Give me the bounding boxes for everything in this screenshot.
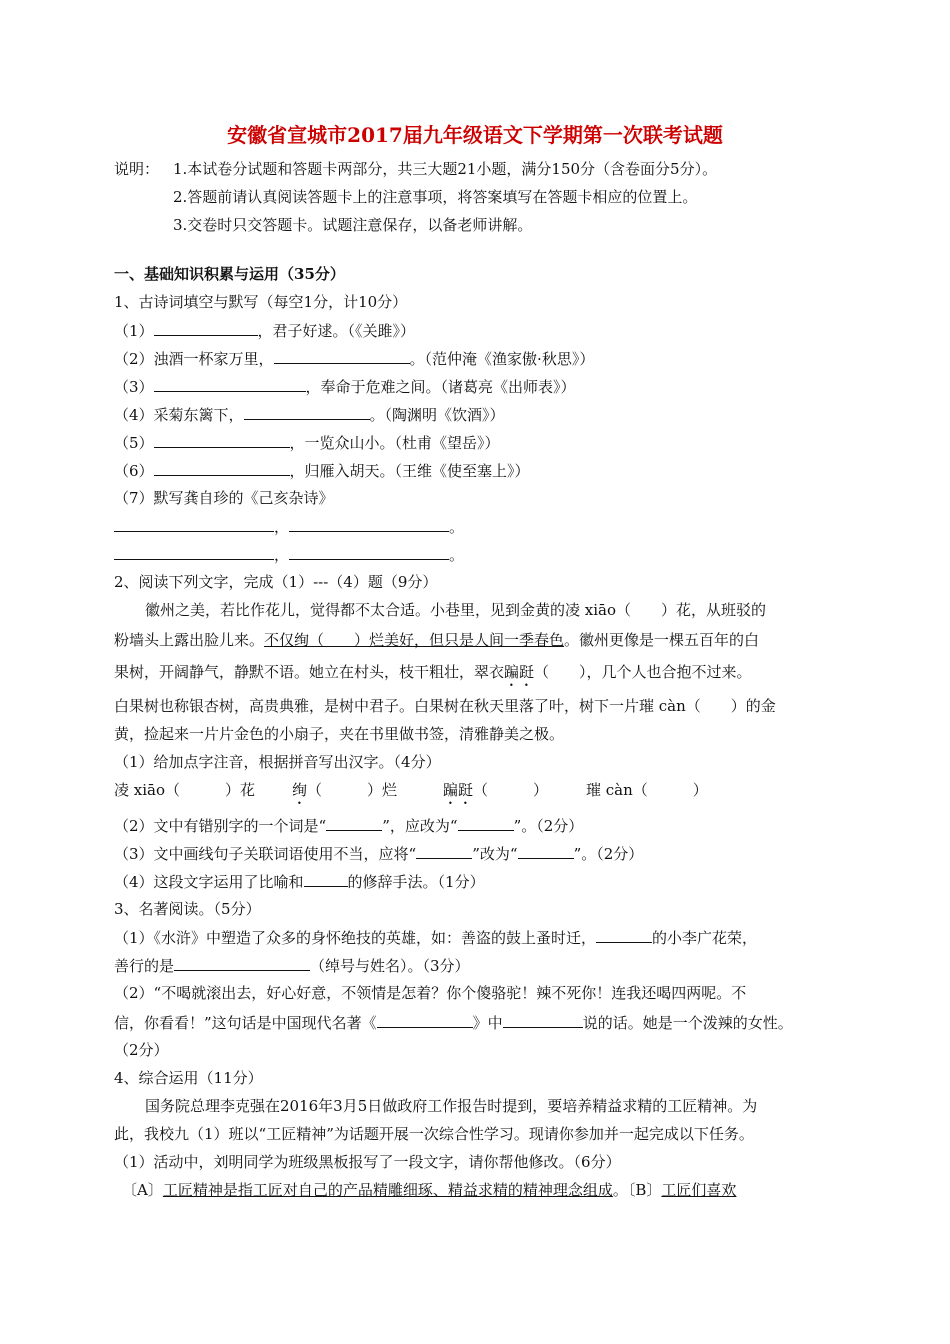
q3-text: 的小李广花荣， <box>652 929 758 947</box>
q2-sub-1c <box>443 780 548 808</box>
answer-blank[interactable] <box>154 432 290 448</box>
q3-sub-2-line-2 <box>114 1012 793 1033</box>
q2-sub-1: （1）给加点字注音，根据拼音写出汉字。（4分） <box>114 753 441 771</box>
q1-2-text: （2）浊酒一杯家万里， <box>114 350 274 368</box>
q1-2-tail: 。（范仲淹《渔家傲·秋思》） <box>409 350 595 368</box>
answer-blank[interactable] <box>596 927 652 943</box>
label-b: 。〔B〕 <box>612 1181 662 1199</box>
q2-sub-3 <box>114 843 643 864</box>
q4-heading: 4、综合运用（11分） <box>114 1069 263 1087</box>
passage-text: （ ），几个人也合抱不过来。 <box>534 663 752 681</box>
q2-sub-1b <box>292 780 397 808</box>
q2-sub-2-text: （2）文中有错别字的一个词是“ <box>114 817 327 835</box>
answer-blank[interactable] <box>416 843 472 859</box>
q1-line-7: （7）默写龚自珍的《己亥杂诗》 <box>114 489 334 507</box>
q3-sub-1-line-2 <box>114 955 470 976</box>
q4-passage-line-1: 国务院总理李克强在2016年3月5日做政府工作报告时提到，要培养精益求精的工匠精神。为 <box>145 1097 758 1115</box>
q1-3-text: ，奉命于危难之间。（诸葛亮《出师表》） <box>305 378 576 396</box>
q1-6-num: （6） <box>114 462 154 480</box>
answer-blank[interactable] <box>244 404 370 420</box>
q3-sub-2-score: （2分） <box>114 1041 169 1059</box>
answer-blank[interactable] <box>304 871 348 887</box>
passage-text: 粉墙头上露出脸儿来。 <box>114 631 265 649</box>
q1-5-text: ，一览众山小。（杜甫《望岳》） <box>289 434 500 452</box>
q3-text: （1）《水浒》中塑造了众多的身怀绝技的英雄，如：善盗的鼓上蚤时迁， <box>114 929 597 947</box>
q1-1-num: （1） <box>114 322 154 340</box>
q4-passage-line-2: 此，我校九（1）班以“工匠精神”为话题开展一次综合性学习。现请你参加并一起完成以下任务。 <box>114 1125 754 1143</box>
dotted-word: 绚 <box>292 781 308 799</box>
underlined-sentence: 工匠们喜欢 <box>661 1181 737 1199</box>
page-title: 安徽省宣城市2017届九年级语文下学期第一次联考试题 <box>227 123 723 147</box>
q3-text: 信，你看看！”这句话是中国现代名著《 <box>114 1014 377 1032</box>
q2-sub-1d: 璀 càn（ ） <box>586 781 708 799</box>
comma: ， <box>274 546 290 564</box>
q2-passage-line-4: 白果树也称银杏树，高贵典雅，是树中君子。白果树在秋天里落了叶，树下一片璀 càn（ ）的金 <box>114 697 776 715</box>
answer-blank[interactable] <box>114 544 274 560</box>
answer-blank[interactable] <box>274 348 410 364</box>
period: 。 <box>449 518 465 536</box>
answer-paren[interactable]: （ ）烂 <box>307 781 398 799</box>
underlined-sentence: 工匠精神是指工匠对自己的产品精雕细琢、精益求精的精神理念组成 <box>162 1181 613 1199</box>
q2-sub-3-text: ”改为“ <box>472 845 518 863</box>
q3-text: 善行的是 <box>114 957 175 975</box>
q1-heading: 1、古诗词填空与默写（每空1分，计10分） <box>114 293 408 311</box>
period: 。 <box>449 546 465 564</box>
q1-line-4 <box>114 404 505 425</box>
q2-sub-4 <box>114 871 485 892</box>
q2-sub-2-text: ”。（2分） <box>513 817 584 835</box>
notes-label: 说明： <box>114 160 160 178</box>
q1-6-text: ，归雁入胡天。（王维《使至塞上》） <box>289 462 530 480</box>
q3-sub-2-line-1: （2）“不喝就滚出去，好心好意，不领情是怎着？你个傻骆驼！辣不死你！连我还喝四两呢。不 <box>114 984 747 1002</box>
q3-heading: 3、名著阅读。（5分） <box>114 900 261 918</box>
answer-blank[interactable] <box>174 955 310 971</box>
q1-1-text: ，君子好逑。（《关雎》） <box>257 322 416 340</box>
q2-passage-line-5: 黄，捡起来一片片金色的小扇子，夹在书里做书签，清雅静美之极。 <box>114 725 565 743</box>
answer-blank[interactable] <box>503 1012 583 1028</box>
label-a: 〔A〕 <box>122 1181 163 1199</box>
q2-heading: 2、阅读下列文字，完成（1）---（4）题（9分） <box>114 573 438 591</box>
answer-blank[interactable] <box>326 815 382 831</box>
q1-line-6 <box>114 460 530 481</box>
answer-blank[interactable] <box>458 815 514 831</box>
answer-blank[interactable] <box>154 460 290 476</box>
q2-sub-4-text: 的修辞手法。（1分） <box>347 873 485 891</box>
passage-text: 果树，开阔静气，静默不语。她立在村头，枝干粗壮，翠衣 <box>114 663 505 681</box>
section-heading: 一、基础知识积累与运用（35分） <box>114 265 345 283</box>
q4-sub-1: （1）活动中，刘明同学为班级黑板报写了一段文字，请你帮他修改。（6分） <box>114 1153 621 1171</box>
comma: ， <box>274 518 290 536</box>
q2-sub-2 <box>114 815 583 836</box>
q1-4-tail: 。（陶渊明《饮酒》） <box>369 406 505 424</box>
q1-line-3 <box>114 376 576 397</box>
q3-text: 》中 <box>472 1014 503 1032</box>
answer-blank[interactable] <box>377 1012 473 1028</box>
q3-text: （绰号与姓名）。（3分） <box>310 957 470 975</box>
q3-text: 说的话。她是一个泼辣的女性。 <box>582 1014 793 1032</box>
answer-blank[interactable] <box>518 843 574 859</box>
q2-sub-2-text: ”，应改为“ <box>382 817 458 835</box>
q4-text-line <box>122 1180 736 1200</box>
note-2: 2.答题前请认真阅读答题卡上的注意事项，将答案填写在答题卡相应的位置上。 <box>173 188 698 206</box>
answer-blank[interactable] <box>289 544 449 560</box>
q1-line-5 <box>114 432 500 453</box>
q1-poem-row-1 <box>114 516 464 537</box>
answer-blank[interactable] <box>154 320 258 336</box>
q1-line-2 <box>114 348 594 369</box>
dotted-word: 蹁跹 <box>504 663 535 681</box>
answer-paren[interactable]: （ ） <box>473 781 549 799</box>
q2-sub-4-text: （4）这段文字运用了比喻和 <box>114 873 304 891</box>
answer-blank[interactable] <box>114 516 274 532</box>
q1-4-text: （4）采菊东篱下， <box>114 406 244 424</box>
q2-sub-3-text: ”。（2分） <box>573 845 644 863</box>
q2-sub-3-text: （3）文中画线句子关联词语使用不当，应将“ <box>114 845 417 863</box>
q2-passage-line-3 <box>114 662 752 690</box>
q1-3-num: （3） <box>114 378 154 396</box>
dotted-word: 蹁跹 <box>443 781 474 799</box>
note-1: 1.本试卷分试题和答题卡两部分，共三大题21小题，满分150分（含卷面分5分）。 <box>173 160 718 178</box>
answer-blank[interactable] <box>154 376 306 392</box>
answer-blank[interactable] <box>289 516 449 532</box>
q1-line-1 <box>114 320 415 341</box>
passage-text: 。徽州更像是一棵五百年的白 <box>564 631 760 649</box>
q3-sub-1-line-1 <box>114 927 757 948</box>
note-3: 3.交卷时只交答题卡。试题注意保存，以备老师讲解。 <box>173 216 533 234</box>
q2-passage-line-1: 徽州之美，若比作花儿，觉得都不太合适。小巷里，见到金黄的凌 xiāo（ ）花，从班驳的 <box>145 601 767 619</box>
q1-5-num: （5） <box>114 434 154 452</box>
q2-sub-1a: 凌 xiāo（ ）花 <box>114 781 255 799</box>
underlined-sentence: 不仅绚（ ）烂美好，但只是人间一季春色 <box>264 631 565 649</box>
q1-poem-row-2 <box>114 544 464 565</box>
q2-passage-line-2 <box>114 630 759 650</box>
